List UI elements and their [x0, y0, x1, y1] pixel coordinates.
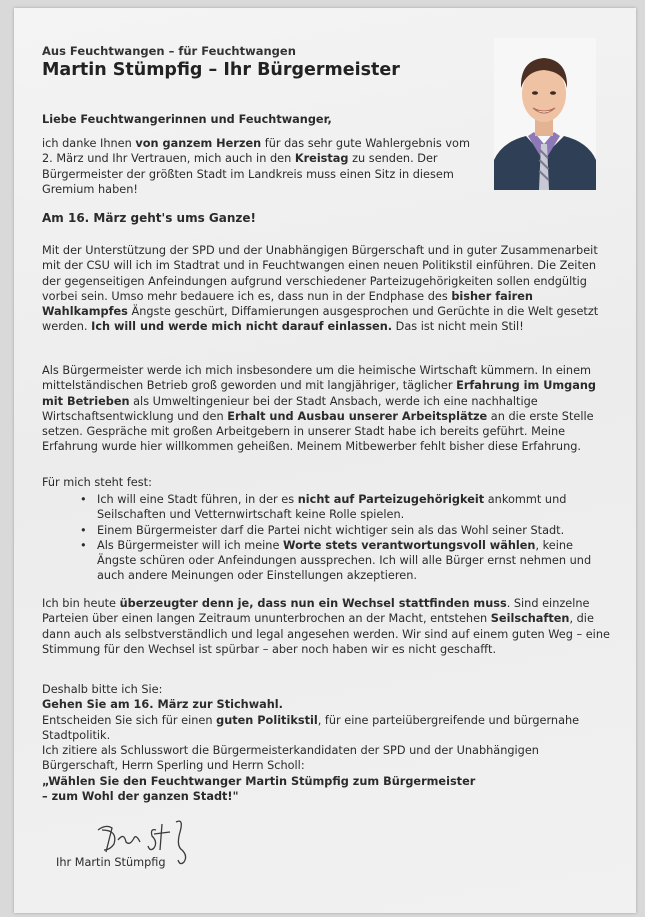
list-item: • Ich will eine Stadt führen, in der es nicht auf Parteizugehörigkeit ankommt und Seilschaften und Vetternwirtschaft keine Rolle spielen.	[80, 493, 567, 522]
bullet-icon: •	[80, 493, 87, 506]
closing-line: Deshalb bitte ich Sie:	[42, 683, 163, 696]
greeting: Liebe Feuchtwangerinnen und Feuchtwanger,	[42, 113, 332, 126]
intro-paragraph: ich danke Ihnen von ganzem Herzen für das sehr gute Wahlergebnis vom 2. März und Ihr Vertrauen, mich auch in den Kreistag zu senden. Der Bürgermeister der größten Stadt im Landkreis muss einen Sitz in diesem Gremium haben!	[42, 137, 470, 196]
quote-line: „Wählen Sie den Feuchtwanger Martin Stümpfig zum Bürgermeister	[42, 774, 476, 788]
paragraph-wirtschaft: Als Bürgermeister werde ich mich insbesondere um die heimische Wirtschaft kümmern. In einem mittelständischen Betrieb groß geworden und mit langjähriger, täglicher Erfahrung im Umgang mit Betrieben als Umweltingenieur bei der Stadt Ansbach, werde ich eine nachhaltige Wirtschaftsentwicklung und den Erhalt und Ausbau unserer Arbeitsplätze an die erste Stelle setzen. Gespräche mit großen Arbeitgebern in unserer Stadt habe ich bereits geführt. Meine Erfahrung wurde hier willkommen geheißen. Meinem Mitbewerber fehlt bisher diese Erfahrung.	[42, 364, 597, 454]
paragraph-politikstil: Mit der Unterstützung der SPD und der Unabhängigen Bürgerschaft und in guter Zusammenarbeit mit der CSU will ich im Stadtrat und in Feuchtwangen einen neuen Politikstil einführen. Die Zeiten der gegenseitigen Anfeindungen aufgrund verschiedener Parteizugehörigkeiten sollen endgültig vorbei sein. Umso mehr bedauere ich es, dass nun in der Endphase des bisher fairen Wahlkampfes Ängste geschürt, Diffamierungen ausgesprochen und Gerüchte in die Welt gesetzt werden. Ich will und werde mich nicht darauf einlassen. Das ist nicht mein Stil!	[42, 244, 599, 334]
quote-line: – zum Wohl der ganzen Stadt!"	[42, 790, 239, 804]
closing-callout: Gehen Sie am 16. März zur Stichwahl.	[42, 698, 283, 712]
closing-appeal	[42, 682, 612, 804]
closing-line: Ich zitiere als Schlusswort die Bürgermeisterkandidaten der SPD und der Unabhängigen Bürgerschaft, Herrn Sperling und Herrn Scholl:	[42, 744, 539, 773]
closing-line: Entscheiden Sie sich für einen guten Politikstil, für eine parteiübergreifende und bürgernahe Stadtpolitik.	[42, 713, 580, 742]
list-item: • Als Bürgermeister will ich meine Worte stets verantwortungsvoll wählen, keine Ängste schüren oder Anfeindungen aussprechen. Ich will alle Bürger ernst nehmen und auch andere Meinungen oder Einstellungen akzeptieren.	[80, 538, 592, 583]
list-item: • Einem Bürgermeister darf die Partei nicht wichtiger sein als das Wohl seiner Stadt.	[80, 523, 565, 537]
section-heading: Am 16. März geht's ums Ganze!	[42, 211, 256, 225]
points-list	[42, 492, 612, 584]
signature-name: Ihr Martin Stümpfig	[56, 856, 166, 869]
bullet-icon: •	[80, 523, 87, 537]
points-intro: Für mich steht fest:	[42, 476, 152, 489]
bullet-icon: •	[80, 538, 87, 552]
header-kicker: Aus Feuchtwangen – für Feuchtwangen	[42, 44, 296, 58]
paragraph-wechsel: Ich bin heute überzeugter denn je, dass nun ein Wechsel stattfinden muss. Sind einzelne Parteien über einen langen Zeitraum ununterbrochen an der Macht, entstehen Seilschaften, die dann auch als selbstverständlich und legal angesehen werden. Wir sind auf einem guten Weg – eine Stimmung für den Wechsel ist spürbar – aber noch haben wir es nicht geschafft.	[42, 597, 610, 656]
page-title: Martin Stümpfig – Ihr Bürgermeister	[42, 60, 400, 80]
flyer-page	[14, 8, 636, 913]
